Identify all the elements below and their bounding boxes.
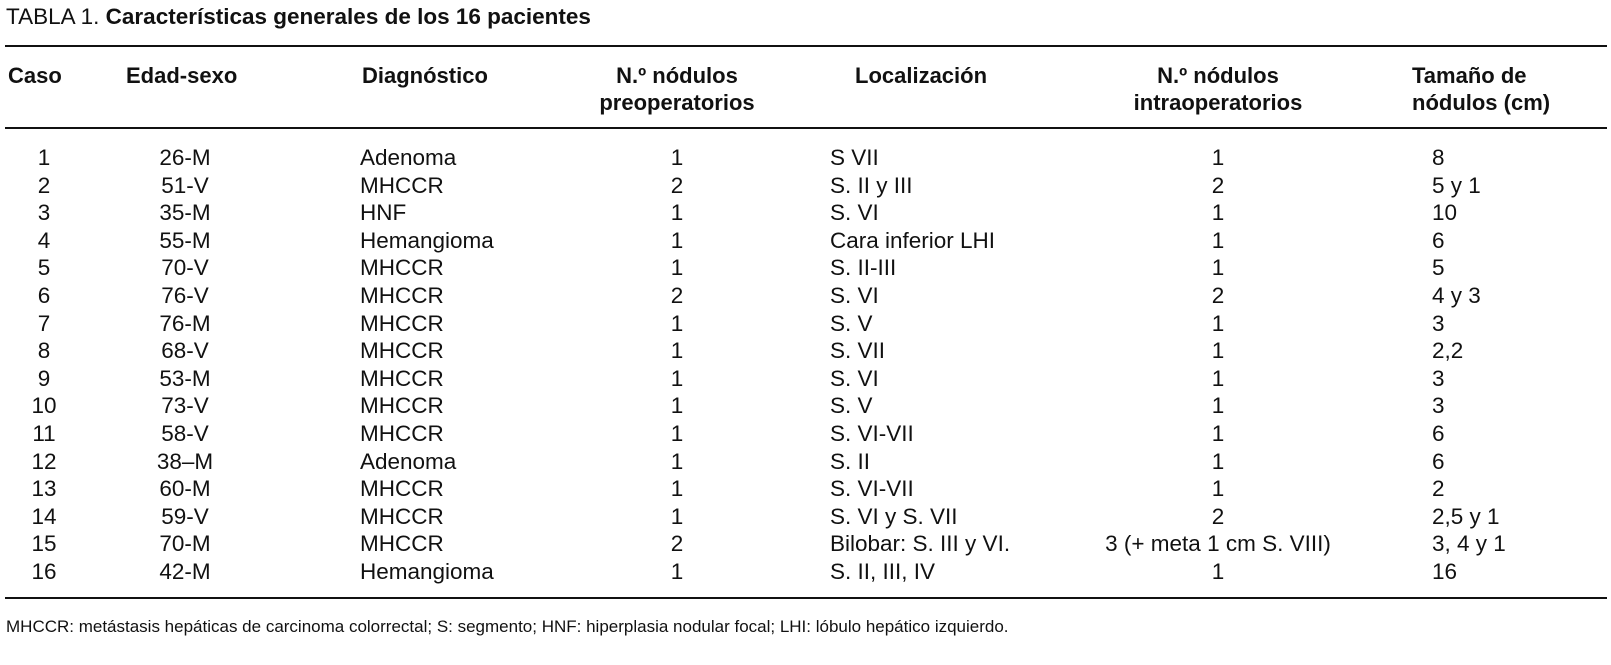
cell-localizacion: S. V: [830, 310, 873, 336]
cell-caso: 15: [31, 531, 57, 557]
cell-diagnostico: MHCCR: [360, 476, 444, 502]
cell-intraoperatorios: 2: [1211, 283, 1225, 308]
cell-edad-sexo: 53-M: [159, 365, 211, 391]
cell-tamano: 3: [1432, 393, 1445, 419]
cell-localizacion: S. VI-VII: [830, 476, 914, 502]
cell-caso: 10: [31, 393, 57, 419]
cell-localizacion: S. VI-VII: [830, 421, 914, 446]
cell-intraoperatorios: 1: [1211, 310, 1225, 336]
cell-diagnostico: HNF: [360, 200, 407, 226]
cell-localizacion: S. V: [830, 393, 873, 419]
cell-caso: 12: [31, 448, 57, 474]
cell-preoperatorios: 1: [670, 200, 684, 226]
cell-localizacion: S. II, III, IV: [830, 559, 936, 584]
cell-diagnostico: Adenoma: [360, 145, 457, 170]
cell-diagnostico: MHCCR: [360, 531, 444, 557]
cell-diagnostico: MHCCR: [360, 421, 444, 446]
cell-edad-sexo: 73-V: [161, 393, 209, 419]
header-edad-sexo: Edad-sexo: [126, 63, 238, 88]
header-localizacion: Localización: [855, 63, 988, 88]
cell-diagnostico: MHCCR: [360, 338, 444, 364]
cell-edad-sexo: 38–M: [156, 448, 214, 474]
cell-tamano: 5: [1432, 255, 1445, 281]
header-rule: [5, 127, 1607, 129]
cell-caso: 11: [32, 421, 56, 446]
header-preoperatorios: N.º nódulos preoperatorios: [599, 63, 755, 115]
cell-diagnostico: MHCCR: [360, 503, 444, 529]
cell-edad-sexo: 58-V: [161, 421, 209, 446]
cell-diagnostico: Hemangioma: [360, 559, 494, 584]
top-rule: [5, 45, 1607, 47]
cell-intraoperatorios: 2: [1211, 503, 1225, 529]
cell-preoperatorios: 1: [670, 145, 684, 170]
cell-caso: 16: [31, 559, 57, 584]
cell-localizacion: S. II: [830, 448, 871, 474]
cell-caso: 5: [37, 255, 51, 281]
cell-caso: 7: [37, 310, 51, 336]
cell-intraoperatorios: 1: [1211, 227, 1225, 253]
cell-preoperatorios: 2: [670, 283, 684, 308]
cell-preoperatorios: 2: [670, 172, 684, 198]
header-caso: Caso: [8, 63, 62, 88]
cell-preoperatorios: 1: [670, 255, 684, 281]
cell-tamano: 2: [1432, 476, 1445, 502]
cell-intraoperatorios: 1: [1211, 421, 1225, 446]
cell-preoperatorios: 1: [670, 421, 684, 446]
cell-localizacion: Bilobar: S. III y VI.: [830, 531, 1011, 557]
cell-caso: 14: [31, 503, 57, 529]
cell-tamano: 2,5 y 1: [1432, 503, 1500, 529]
cell-localizacion: S. VI: [830, 200, 879, 226]
cell-preoperatorios: 1: [670, 310, 684, 336]
cell-edad-sexo: 42-M: [159, 559, 211, 584]
cell-tamano: 6: [1432, 227, 1445, 253]
cell-intraoperatorios: 1: [1211, 255, 1225, 281]
cell-intraoperatorios: 1: [1211, 145, 1225, 170]
cell-intraoperatorios: 1: [1211, 338, 1225, 364]
header-intraoperatorios: N.º nódulos intraoperatorios: [1133, 63, 1303, 115]
cell-edad-sexo: 35-M: [159, 200, 211, 226]
cell-tamano: 8: [1432, 145, 1445, 170]
cell-preoperatorios: 1: [670, 559, 684, 584]
cell-caso: 6: [37, 283, 51, 308]
cell-edad-sexo: 60-M: [159, 476, 211, 502]
cell-diagnostico: MHCCR: [360, 172, 444, 198]
cell-localizacion: S. VI: [830, 283, 879, 308]
cell-intraoperatorios: 2: [1211, 172, 1225, 198]
cell-intraoperatorios: 1: [1211, 448, 1225, 474]
cell-edad-sexo: 76-V: [161, 283, 209, 308]
cell-edad-sexo: 70-M: [159, 531, 211, 557]
cell-caso: 8: [37, 338, 51, 364]
cell-preoperatorios: 1: [670, 338, 684, 364]
cell-edad-sexo: 26-M: [159, 145, 211, 170]
cell-caso: 13: [31, 476, 57, 502]
cell-tamano: 10: [1432, 200, 1458, 226]
cell-preoperatorios: 2: [670, 531, 684, 557]
cell-localizacion: S. II-III: [830, 255, 897, 281]
cell-edad-sexo: 76-M: [159, 310, 211, 336]
cell-localizacion: S VII: [830, 145, 879, 170]
cell-edad-sexo: 70-V: [161, 255, 209, 281]
cell-edad-sexo: 55-M: [159, 227, 211, 253]
cell-localizacion: S. II y III: [830, 172, 913, 198]
cell-edad-sexo: 51-V: [161, 172, 209, 198]
header-tamano: Tamaño de nódulos (cm): [1412, 63, 1551, 115]
cell-localizacion: S. VI: [830, 365, 879, 391]
cell-diagnostico: Hemangioma: [360, 227, 494, 253]
cell-intraoperatorios: 3 (+ meta 1 cm S. VIII): [1105, 531, 1331, 557]
cell-intraoperatorios: 1: [1211, 365, 1225, 391]
cell-intraoperatorios: 1: [1211, 476, 1225, 502]
footnote: MHCCR: metástasis hepáticas de carcinoma colorrectal; S: segmento; HNF: hiperplasia nodular focal; LHI: lóbulo hepático izquierdo.: [6, 617, 1009, 636]
cell-tamano: 3: [1432, 365, 1445, 391]
cell-diagnostico: MHCCR: [360, 310, 444, 336]
cell-tamano: 6: [1432, 421, 1445, 446]
cell-preoperatorios: 1: [670, 503, 684, 529]
cell-preoperatorios: 1: [670, 365, 684, 391]
cell-intraoperatorios: 1: [1211, 200, 1225, 226]
cell-tamano: 4 y 3: [1432, 283, 1481, 308]
cell-diagnostico: MHCCR: [360, 365, 444, 391]
cell-caso: 1: [37, 145, 51, 170]
cell-caso: 4: [37, 227, 51, 253]
cell-intraoperatorios: 1: [1211, 559, 1225, 584]
cell-tamano: 2,2: [1432, 338, 1464, 364]
cell-diagnostico: Adenoma: [360, 448, 457, 474]
cell-preoperatorios: 1: [670, 476, 684, 502]
cell-caso: 9: [37, 365, 51, 391]
cell-localizacion: Cara inferior LHI: [830, 227, 996, 253]
cell-intraoperatorios: 1: [1211, 393, 1225, 419]
cell-preoperatorios: 1: [670, 448, 684, 474]
cell-diagnostico: MHCCR: [360, 283, 444, 308]
cell-preoperatorios: 1: [670, 393, 684, 419]
table-caption: Características generales de los 16 pacientes: [105, 4, 591, 29]
cell-edad-sexo: 59-V: [161, 503, 209, 529]
cell-tamano: 16: [1432, 559, 1458, 584]
cell-tamano: 6: [1432, 448, 1445, 474]
cell-tamano: 3: [1432, 310, 1445, 336]
bottom-rule: [5, 597, 1607, 599]
table-title: [6, 4, 591, 30]
cell-diagnostico: MHCCR: [360, 393, 444, 419]
cell-edad-sexo: 68-V: [161, 338, 209, 364]
cell-preoperatorios: 1: [670, 227, 684, 253]
cell-caso: 3: [37, 200, 51, 226]
cell-localizacion: S. VI y S. VII: [830, 503, 958, 529]
cell-diagnostico: MHCCR: [360, 255, 444, 281]
cell-localizacion: S. VII: [830, 338, 886, 364]
header-diagnostico: Diagnóstico: [362, 63, 488, 88]
cell-tamano: 3, 4 y 1: [1432, 531, 1506, 557]
cell-caso: 2: [37, 172, 51, 198]
cell-tamano: 5 y 1: [1432, 172, 1481, 198]
table-label: TABLA 1.: [6, 4, 100, 29]
